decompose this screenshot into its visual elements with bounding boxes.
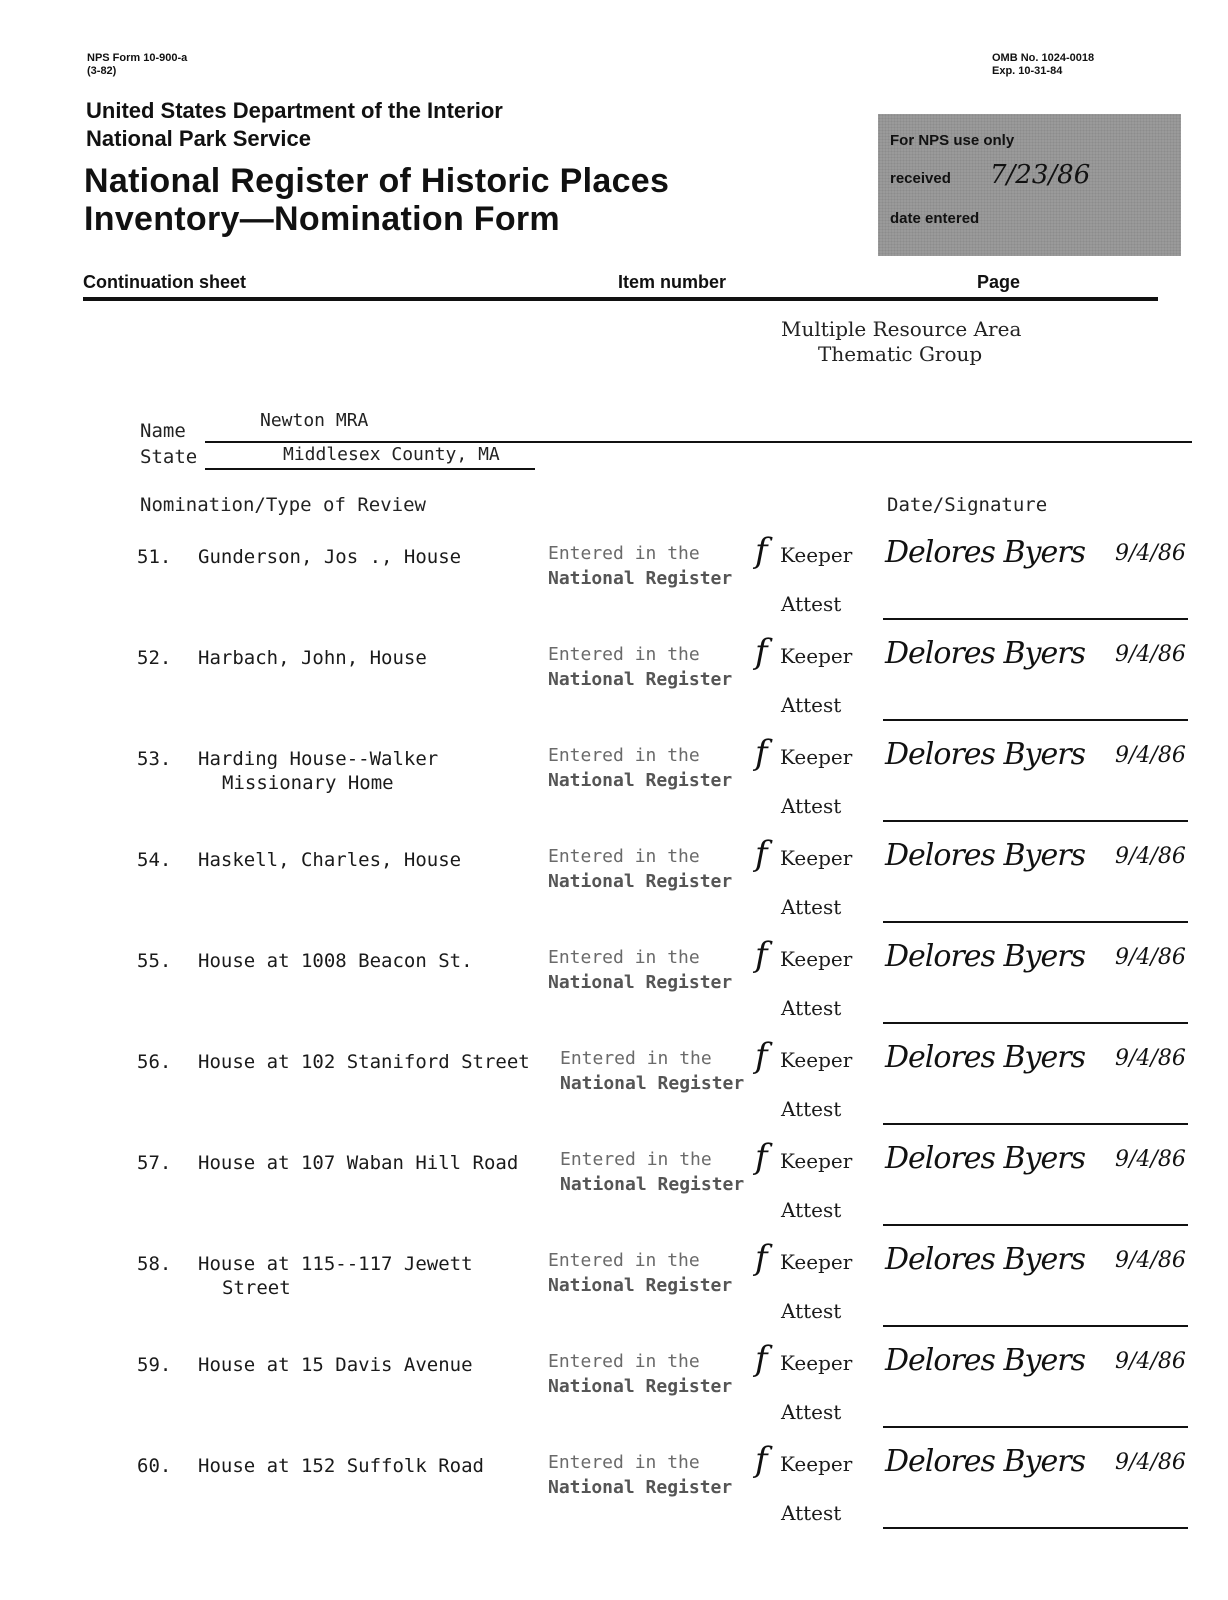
- attest-label: Attest: [781, 1198, 842, 1222]
- entry-name: House at 115--117 Jewett: [198, 1253, 473, 1275]
- keeper-signature: Delores Byers: [885, 636, 1085, 671]
- entry-number: 52.: [137, 647, 172, 669]
- nps-received-label: received: [890, 170, 951, 187]
- service-name: National Park Service: [86, 126, 312, 151]
- state-label: State: [140, 446, 198, 468]
- keeper-signature: Delores Byers: [885, 1141, 1085, 1176]
- stamp-line1: Entered in the: [548, 846, 700, 867]
- entry-name-continued: Missionary Home: [222, 772, 394, 794]
- signature-date: 9/4/86: [1115, 541, 1186, 566]
- group-type-line1: Multiple Resource Area: [781, 317, 1022, 341]
- entry-number: 53.: [137, 748, 172, 770]
- stamp-line1: Entered in the: [560, 1149, 712, 1170]
- entry-name: House at 102 Staniford Street: [198, 1051, 530, 1073]
- keeper-signature: Delores Byers: [885, 838, 1085, 873]
- attest-label: Attest: [781, 693, 842, 717]
- keeper-signature: Delores Byers: [885, 535, 1085, 570]
- attest-label: Attest: [781, 996, 842, 1020]
- signature-date: 9/4/86: [1115, 844, 1186, 869]
- stamp-line2: National Register: [560, 1073, 745, 1094]
- attest-signature-line: [883, 820, 1188, 822]
- entry-name: House at 1008 Beacon St.: [198, 950, 473, 972]
- header-rule: [83, 297, 1158, 301]
- attest-label: Attest: [781, 794, 842, 818]
- entry-number: 59.: [137, 1354, 172, 1376]
- stamp-line1: Entered in the: [548, 1250, 700, 1271]
- attest-signature-line: [883, 1325, 1188, 1327]
- stamp-line2: National Register: [548, 1477, 733, 1498]
- nps-use-only-box: [878, 114, 1181, 256]
- stamp-line2: National Register: [548, 770, 733, 791]
- stamp-line1: Entered in the: [548, 644, 700, 665]
- entered-stamp: [548, 642, 732, 692]
- keeper-signature: Delores Byers: [885, 939, 1085, 974]
- entered-stamp: [560, 1147, 744, 1197]
- nps-date-entered-label: date entered: [890, 210, 980, 227]
- entered-stamp: [548, 743, 732, 793]
- page-label: Page: [977, 272, 1021, 292]
- entry-name: Gunderson, Jos ., House: [198, 546, 462, 568]
- name-value: Newton MRA: [260, 410, 369, 431]
- attest-label: Attest: [781, 1501, 842, 1525]
- entered-stamp: [548, 1450, 732, 1500]
- keeper-label: Keeper: [780, 1149, 853, 1173]
- entry-name: Harding House--Walker: [198, 748, 439, 770]
- attest-label: Attest: [781, 895, 842, 919]
- entered-stamp: [548, 945, 732, 995]
- stamp-line2: National Register: [548, 568, 733, 589]
- attest-label: Attest: [781, 1400, 842, 1424]
- for-mark: f: [755, 834, 768, 874]
- attest-label: Attest: [781, 1299, 842, 1323]
- entry-number: 57.: [137, 1152, 172, 1174]
- for-mark: f: [755, 1440, 768, 1480]
- signature-date: 9/4/86: [1115, 1349, 1186, 1374]
- stamp-line1: Entered in the: [548, 745, 700, 766]
- keeper-label: Keeper: [780, 947, 853, 971]
- state-value: Middlesex County, MA: [283, 444, 500, 465]
- keeper-signature: Delores Byers: [885, 1242, 1085, 1277]
- stamp-line1: Entered in the: [548, 1452, 700, 1473]
- stamp-line2: National Register: [560, 1174, 745, 1195]
- for-mark: f: [755, 1137, 768, 1177]
- entry-number: 58.: [137, 1253, 172, 1275]
- attest-signature-line: [883, 1426, 1188, 1428]
- keeper-label: Keeper: [780, 1250, 853, 1274]
- attest-label: Attest: [781, 592, 842, 616]
- keeper-signature: Delores Byers: [885, 737, 1085, 772]
- name-label: Name: [140, 420, 186, 442]
- keeper-label: Keeper: [780, 745, 853, 769]
- entry-name: Harbach, John, House: [198, 647, 427, 669]
- stamp-line2: National Register: [548, 972, 733, 993]
- entered-stamp: [548, 1349, 732, 1399]
- agency-name: United States Department of the Interior: [86, 98, 503, 123]
- stamp-line2: National Register: [548, 871, 733, 892]
- keeper-label: Keeper: [780, 543, 853, 567]
- keeper-label: Keeper: [780, 1048, 853, 1072]
- form-title-line2: Inventory—Nomination Form: [84, 200, 560, 238]
- nps-box-heading: For NPS use only: [890, 132, 1015, 149]
- keeper-signature: Delores Byers: [885, 1343, 1085, 1378]
- signature-date: 9/4/86: [1115, 743, 1186, 768]
- attest-signature-line: [883, 1224, 1188, 1226]
- signature-date: 9/4/86: [1115, 1147, 1186, 1172]
- form-revision: (3-82): [87, 65, 117, 77]
- for-mark: f: [755, 1339, 768, 1379]
- keeper-signature: Delores Byers: [885, 1444, 1085, 1479]
- stamp-line1: Entered in the: [548, 543, 700, 564]
- for-mark: f: [755, 632, 768, 672]
- keeper-label: Keeper: [780, 846, 853, 870]
- signature-date: 9/4/86: [1115, 1046, 1186, 1071]
- attest-signature-line: [883, 1022, 1188, 1024]
- stamp-line1: Entered in the: [560, 1048, 712, 1069]
- attest-signature-line: [883, 719, 1188, 721]
- signature-date: 9/4/86: [1115, 1248, 1186, 1273]
- group-type-line2: Thematic Group: [818, 342, 983, 366]
- item-number-label: Item number: [618, 272, 727, 292]
- state-underline: [205, 468, 535, 470]
- omb-expiration: Exp. 10-31-84: [992, 65, 1063, 77]
- entered-stamp: [548, 541, 732, 591]
- keeper-label: Keeper: [780, 1452, 853, 1476]
- attest-signature-line: [883, 1123, 1188, 1125]
- entry-number: 54.: [137, 849, 172, 871]
- column-heading-nomination: Nomination/Type of Review: [140, 494, 426, 516]
- entry-name: Haskell, Charles, House: [198, 849, 462, 871]
- entry-name: House at 107 Waban Hill Road: [198, 1152, 519, 1174]
- entered-stamp: [560, 1046, 744, 1096]
- signature-date: 9/4/86: [1115, 642, 1186, 667]
- for-mark: f: [755, 935, 768, 975]
- nps-received-value: 7/23/86: [990, 160, 1091, 190]
- continuation-sheet-label: Continuation sheet: [83, 272, 246, 292]
- stamp-line1: Entered in the: [548, 947, 700, 968]
- entry-name: House at 152 Suffolk Road: [198, 1455, 484, 1477]
- entry-number: 60.: [137, 1455, 172, 1477]
- stamp-line1: Entered in the: [548, 1351, 700, 1372]
- name-underline: [205, 441, 1192, 443]
- entered-stamp: [548, 1248, 732, 1298]
- form-number: NPS Form 10-900-a: [87, 52, 188, 64]
- entry-number: 56.: [137, 1051, 172, 1073]
- attest-signature-line: [883, 618, 1188, 620]
- for-mark: f: [755, 1036, 768, 1076]
- attest-signature-line: [883, 921, 1188, 923]
- entry-name-continued: Street: [222, 1277, 291, 1299]
- entered-stamp: [548, 844, 732, 894]
- keeper-label: Keeper: [780, 644, 853, 668]
- attest-label: Attest: [781, 1097, 842, 1121]
- keeper-signature: Delores Byers: [885, 1040, 1085, 1075]
- omb-number: OMB No. 1024-0018: [992, 52, 1095, 64]
- column-heading-signature: Date/Signature: [887, 494, 1048, 516]
- stamp-line2: National Register: [548, 1275, 733, 1296]
- keeper-label: Keeper: [780, 1351, 853, 1375]
- for-mark: f: [755, 1238, 768, 1278]
- stamp-line2: National Register: [548, 669, 733, 690]
- entry-name: House at 15 Davis Avenue: [198, 1354, 473, 1376]
- entry-number: 55.: [137, 950, 172, 972]
- entry-number: 51.: [137, 546, 172, 568]
- signature-date: 9/4/86: [1115, 945, 1186, 970]
- for-mark: f: [755, 531, 768, 571]
- for-mark: f: [755, 733, 768, 773]
- signature-date: 9/4/86: [1115, 1450, 1186, 1475]
- attest-signature-line: [883, 1527, 1188, 1529]
- form-title-line1: National Register of Historic Places: [84, 162, 670, 200]
- stamp-line2: National Register: [548, 1376, 733, 1397]
